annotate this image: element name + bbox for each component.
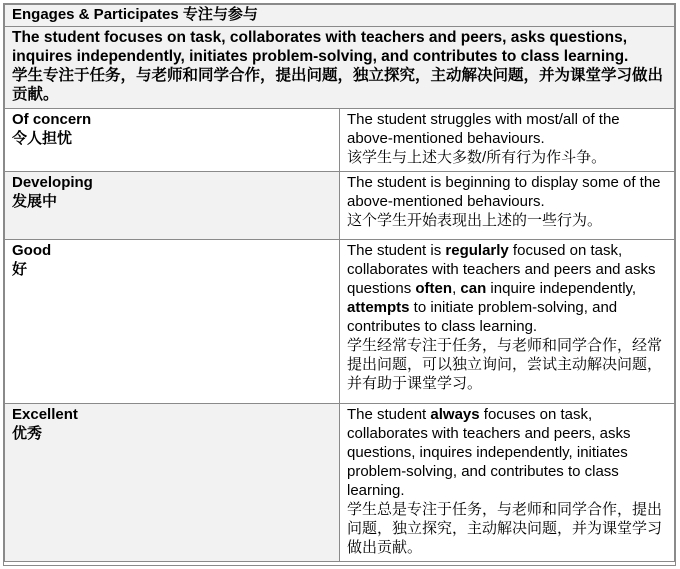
level-name: Of concern [12,111,92,128]
level-desc-en [347,241,667,336]
level-name: Excellent [12,406,78,423]
rubric-sheet [3,3,676,566]
table-row [5,240,675,404]
description-en: The student focuses on task, collaborates with teachers and peers, asks questions, inquires independently, initiates problem-solving, and contributes to class learning. [12,29,629,65]
level-desc-en [347,405,667,500]
description-cn: 学生专注于任务，与老师和同学合作，提出问题，独立探究，主动解决问题，并为课堂学习做出贡献。 [12,67,664,103]
level-name-cn: 发展中 [12,193,58,210]
level-description [340,404,675,562]
description-row [5,27,675,109]
level-cell [5,109,340,172]
title-row [5,5,675,27]
level-desc-cn: 学生总是专注于任务，与老师和同学合作，提出问题，独立探究，主动解决问题，并为课堂学习做出贡献。 [347,501,663,556]
desc-text: focused on task, collaborates with teachers and peers and asks questions [347,242,656,297]
level-name-cn: 好 [12,261,28,278]
level-description [340,109,675,172]
table-row [5,404,675,562]
desc-text: inquire independently, [486,280,637,297]
desc-text: to initiate problem-solving, and contributes to class learning. [347,299,618,335]
emphasis-text: can [460,280,487,297]
level-cell [5,404,340,562]
emphasis-text: attempts [347,299,410,316]
desc-text: , [452,280,461,297]
table-row [5,172,675,240]
level-cell [5,240,340,404]
desc-text: The student [347,406,431,423]
level-description [340,172,675,240]
emphasis-text: regularly [445,242,509,259]
level-name: Good [12,242,52,259]
level-description [340,240,675,404]
emphasis-text: often [415,280,453,297]
level-cell [5,172,340,240]
level-desc-cn: 该学生与上述大多数/所有行为作斗争。 [347,149,607,166]
level-desc-en: The student is beginning to display some of the above-mentioned behaviours. [347,174,661,210]
rubric-title: Engages & Participates 专注与参与 [5,5,675,27]
desc-text: focuses on task, collaborates with teachers and peers, asks questions, inquires independently, initiates problem-solving, and contributes to class learning. [347,406,631,499]
rubric-table [4,4,675,562]
level-desc-en: The student struggles with most/all of the above-mentioned behaviours. [347,111,620,147]
level-name: Developing [12,174,93,191]
level-desc-cn: 学生经常专注于任务，与老师和同学合作，经常提出问题，可以独立询问，尝试主动解决问题，并有助于课堂学习。 [347,337,663,392]
level-desc-cn: 这个学生开始表现出上述的一些行为。 [347,212,603,229]
rubric-description [5,27,675,109]
level-name-cn: 优秀 [12,425,43,442]
emphasis-text: always [430,406,480,423]
desc-text: The student is [347,242,446,259]
table-row [5,109,675,172]
level-name-cn: 令人担忧 [12,130,73,147]
